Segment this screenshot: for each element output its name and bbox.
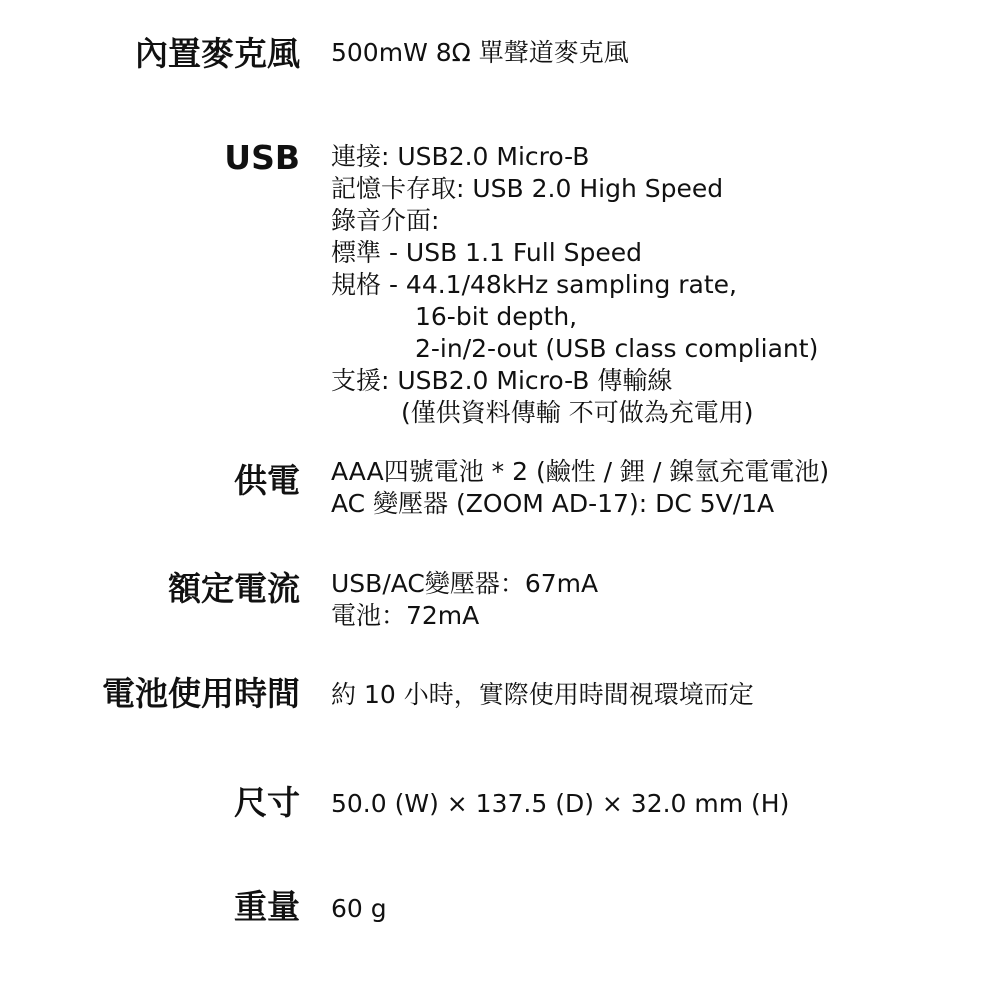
spec-value-line: AAA四號電池 * 2 (鹼性 / 鋰 / 鎳氫充電電池) (331, 457, 830, 486)
spec-value-line: 約 10 小時，實際使用時間視環境而定 (331, 680, 754, 709)
spec-value-line: 2-in/2-out (USB class compliant) (415, 334, 819, 363)
spec-label: 供電 (234, 461, 300, 500)
spec-value-line: 50.0 (W) × 137.5 (D) × 32.0 mm (H) (331, 789, 790, 818)
spec-label: 額定電流 (168, 569, 300, 608)
spec-label: 尺寸 (234, 783, 300, 822)
spec-value-line: USB/AC變壓器：67mA (331, 569, 599, 598)
spec-label: 電池使用時間 (102, 674, 300, 713)
spec-value-line: 500mW 8Ω 單聲道麥克風 (331, 38, 629, 67)
spec-values (331, 37, 991, 69)
spec-values (331, 568, 991, 632)
spec-value-line: 錄音介面: (331, 206, 440, 235)
spec-value-line: 電池：72mA (331, 601, 480, 630)
spec-value-line: AC 變壓器 (ZOOM AD-17): DC 5V/1A (331, 489, 775, 518)
spec-value-line: 60 g (331, 894, 387, 923)
spec-values (331, 788, 991, 820)
spec-value-line: 16-bit depth, (415, 302, 578, 331)
spec-label: USB (224, 138, 300, 177)
spec-value-line: 連接: USB2.0 Micro-B (331, 142, 590, 171)
spec-values (331, 456, 991, 520)
spec-label: 內置麥克風 (135, 34, 300, 73)
spec-value-line: 規格 - 44.1/48kHz sampling rate, (331, 270, 738, 299)
spec-value-line: 記憶卡存取: USB 2.0 High Speed (331, 174, 724, 203)
spec-values (331, 679, 991, 711)
spec-value-line: 標準 - USB 1.1 Full Speed (331, 238, 642, 267)
spec-value-line: (僅供資料傳輸 不可做為充電用) (401, 398, 754, 427)
spec-values (331, 893, 991, 925)
spec-label: 重量 (234, 887, 300, 926)
spec-values (331, 141, 991, 429)
spec-value-line: 支援: USB2.0 Micro-B 傳輸線 (331, 366, 673, 395)
